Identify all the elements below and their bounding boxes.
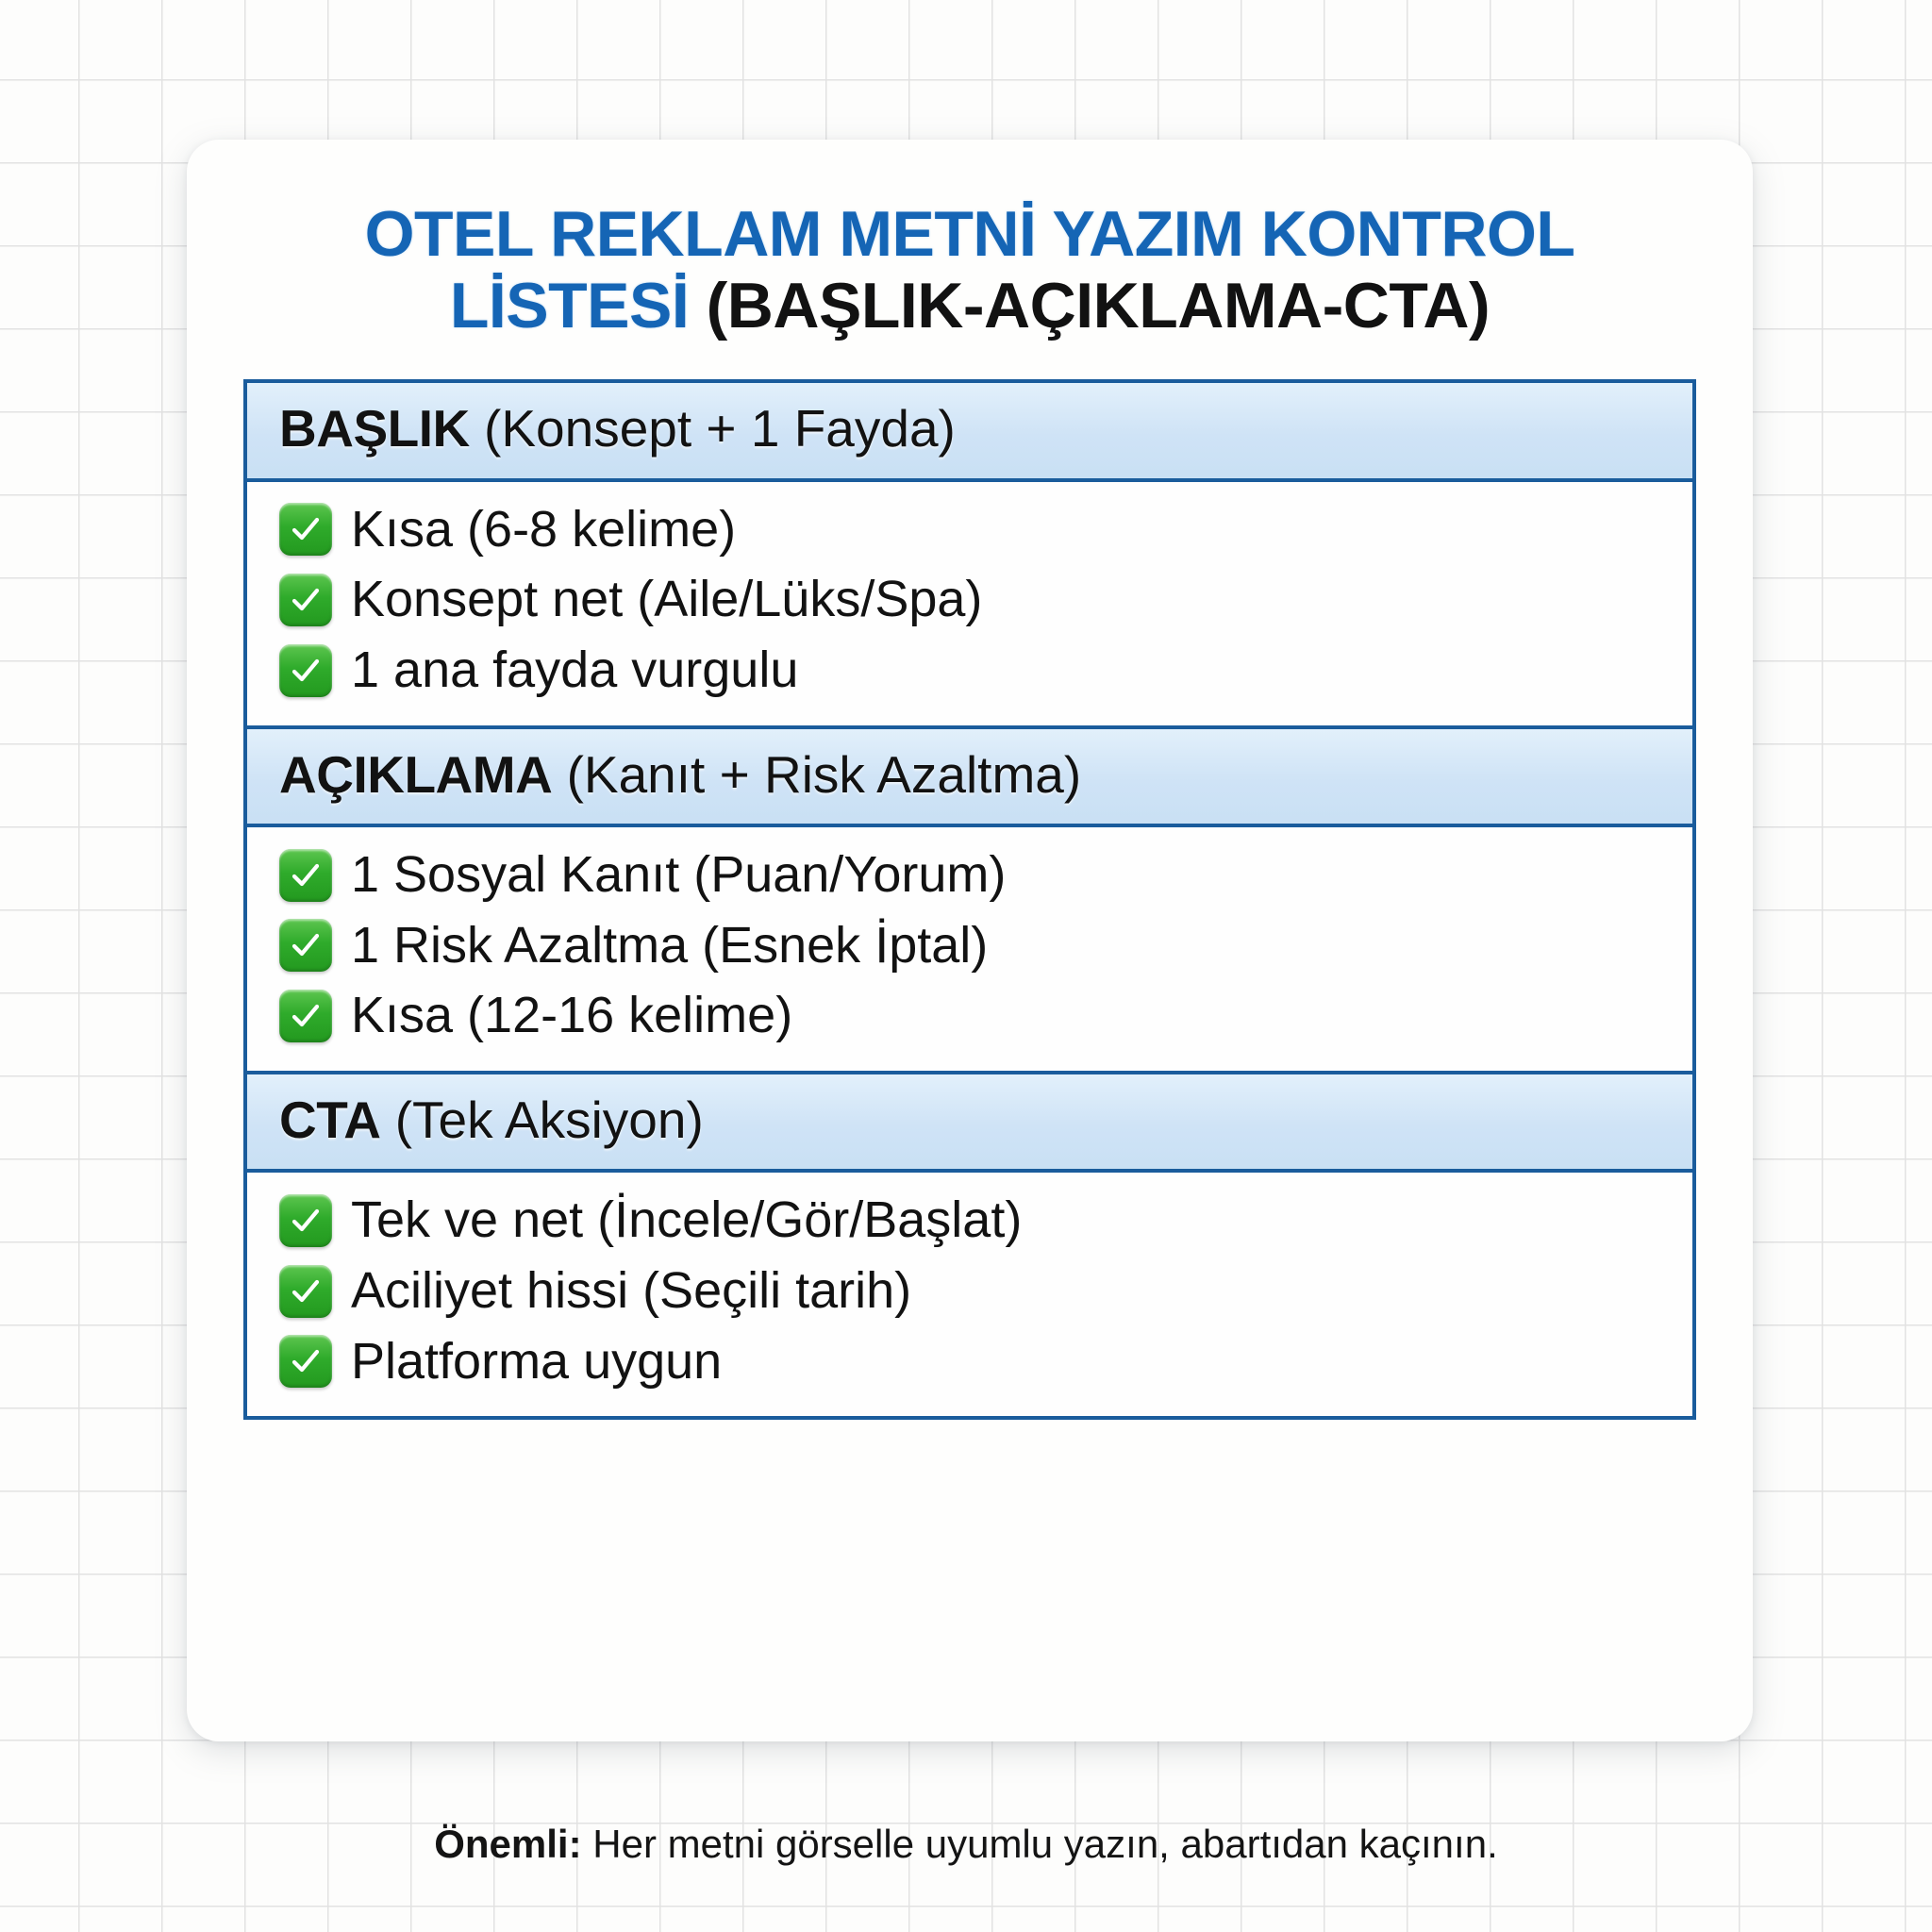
section-header-aciklama [247,725,1692,827]
checklist-item[interactable] [279,636,1660,707]
checklist-item[interactable] [279,841,1660,911]
footer-note-strong: Önemli: [434,1822,582,1866]
title-line-2 [257,270,1683,341]
title-line-2-dark-text: (BAŞLIK-AÇIKLAMA-CTA) [706,270,1491,342]
checklist-item[interactable] [279,911,1660,982]
section-header-baslik-light: (Konsept + 1 Fayda) [469,399,956,458]
section-header-aciklama-strong: AÇIKLAMA [279,744,553,804]
section-header-cta [247,1071,1692,1173]
section-body-baslik [247,482,1692,725]
check-mark-icon [279,1265,332,1318]
checklist-item[interactable] [279,565,1660,636]
title-line-1-text: OTEL REKLAM METNİ YAZIM KONTROL [364,198,1575,270]
title-line-2-accent-text: LİSTESİ [449,270,707,342]
section-body-aciklama [247,827,1692,1071]
check-mark-icon [279,1335,332,1388]
checklist-item-label: Kısa (6-8 kelime) [351,500,737,558]
title-line-1 [257,198,1683,270]
section-header-baslik-strong: BAŞLIK [279,399,470,458]
check-mark-icon [279,644,332,697]
checklist-table [243,379,1696,1420]
checklist-item-label: Kısa (12-16 kelime) [351,987,793,1044]
check-mark-icon [279,1194,332,1247]
checklist-item-label: Tek ve net (İncele/Gör/Başlat) [351,1191,1023,1249]
footer-note [0,1821,1932,1868]
check-mark-icon [279,503,332,556]
checklist-item-label: 1 ana fayda vurgulu [351,641,799,698]
checklist-item[interactable] [279,981,1660,1052]
checklist-item-label: Aciliyet hissi (Seçili tarih) [351,1261,912,1319]
checklist-item[interactable] [279,1257,1660,1327]
check-mark-icon [279,919,332,972]
section-body-cta [247,1173,1692,1416]
check-mark-icon [279,990,332,1042]
checklist-item[interactable] [279,1186,1660,1257]
card-title-block [187,140,1753,341]
checklist-item-label: 1 Risk Azaltma (Esnek İptal) [351,916,989,974]
section-header-cta-light: (Tek Aksiyon) [380,1091,704,1149]
section-header-baslik [247,383,1692,481]
checklist-item-label: Platforma uygun [351,1332,723,1390]
checklist-item[interactable] [279,1327,1660,1398]
checklist-card [187,140,1753,1741]
check-mark-icon [279,849,332,902]
check-mark-icon [279,574,332,626]
checklist-item-label: Konsept net (Aile/Lüks/Spa) [351,571,983,628]
section-header-cta-strong: CTA [279,1091,381,1149]
footer-note-rest: Her metni görselle uyumlu yazın, abartıdan kaçının. [581,1822,1498,1866]
checklist-item[interactable] [279,495,1660,566]
checklist-item-label: 1 Sosyal Kanıt (Puan/Yorum) [351,845,1007,903]
section-header-aciklama-light: (Kanıt + Risk Azaltma) [552,744,1082,804]
